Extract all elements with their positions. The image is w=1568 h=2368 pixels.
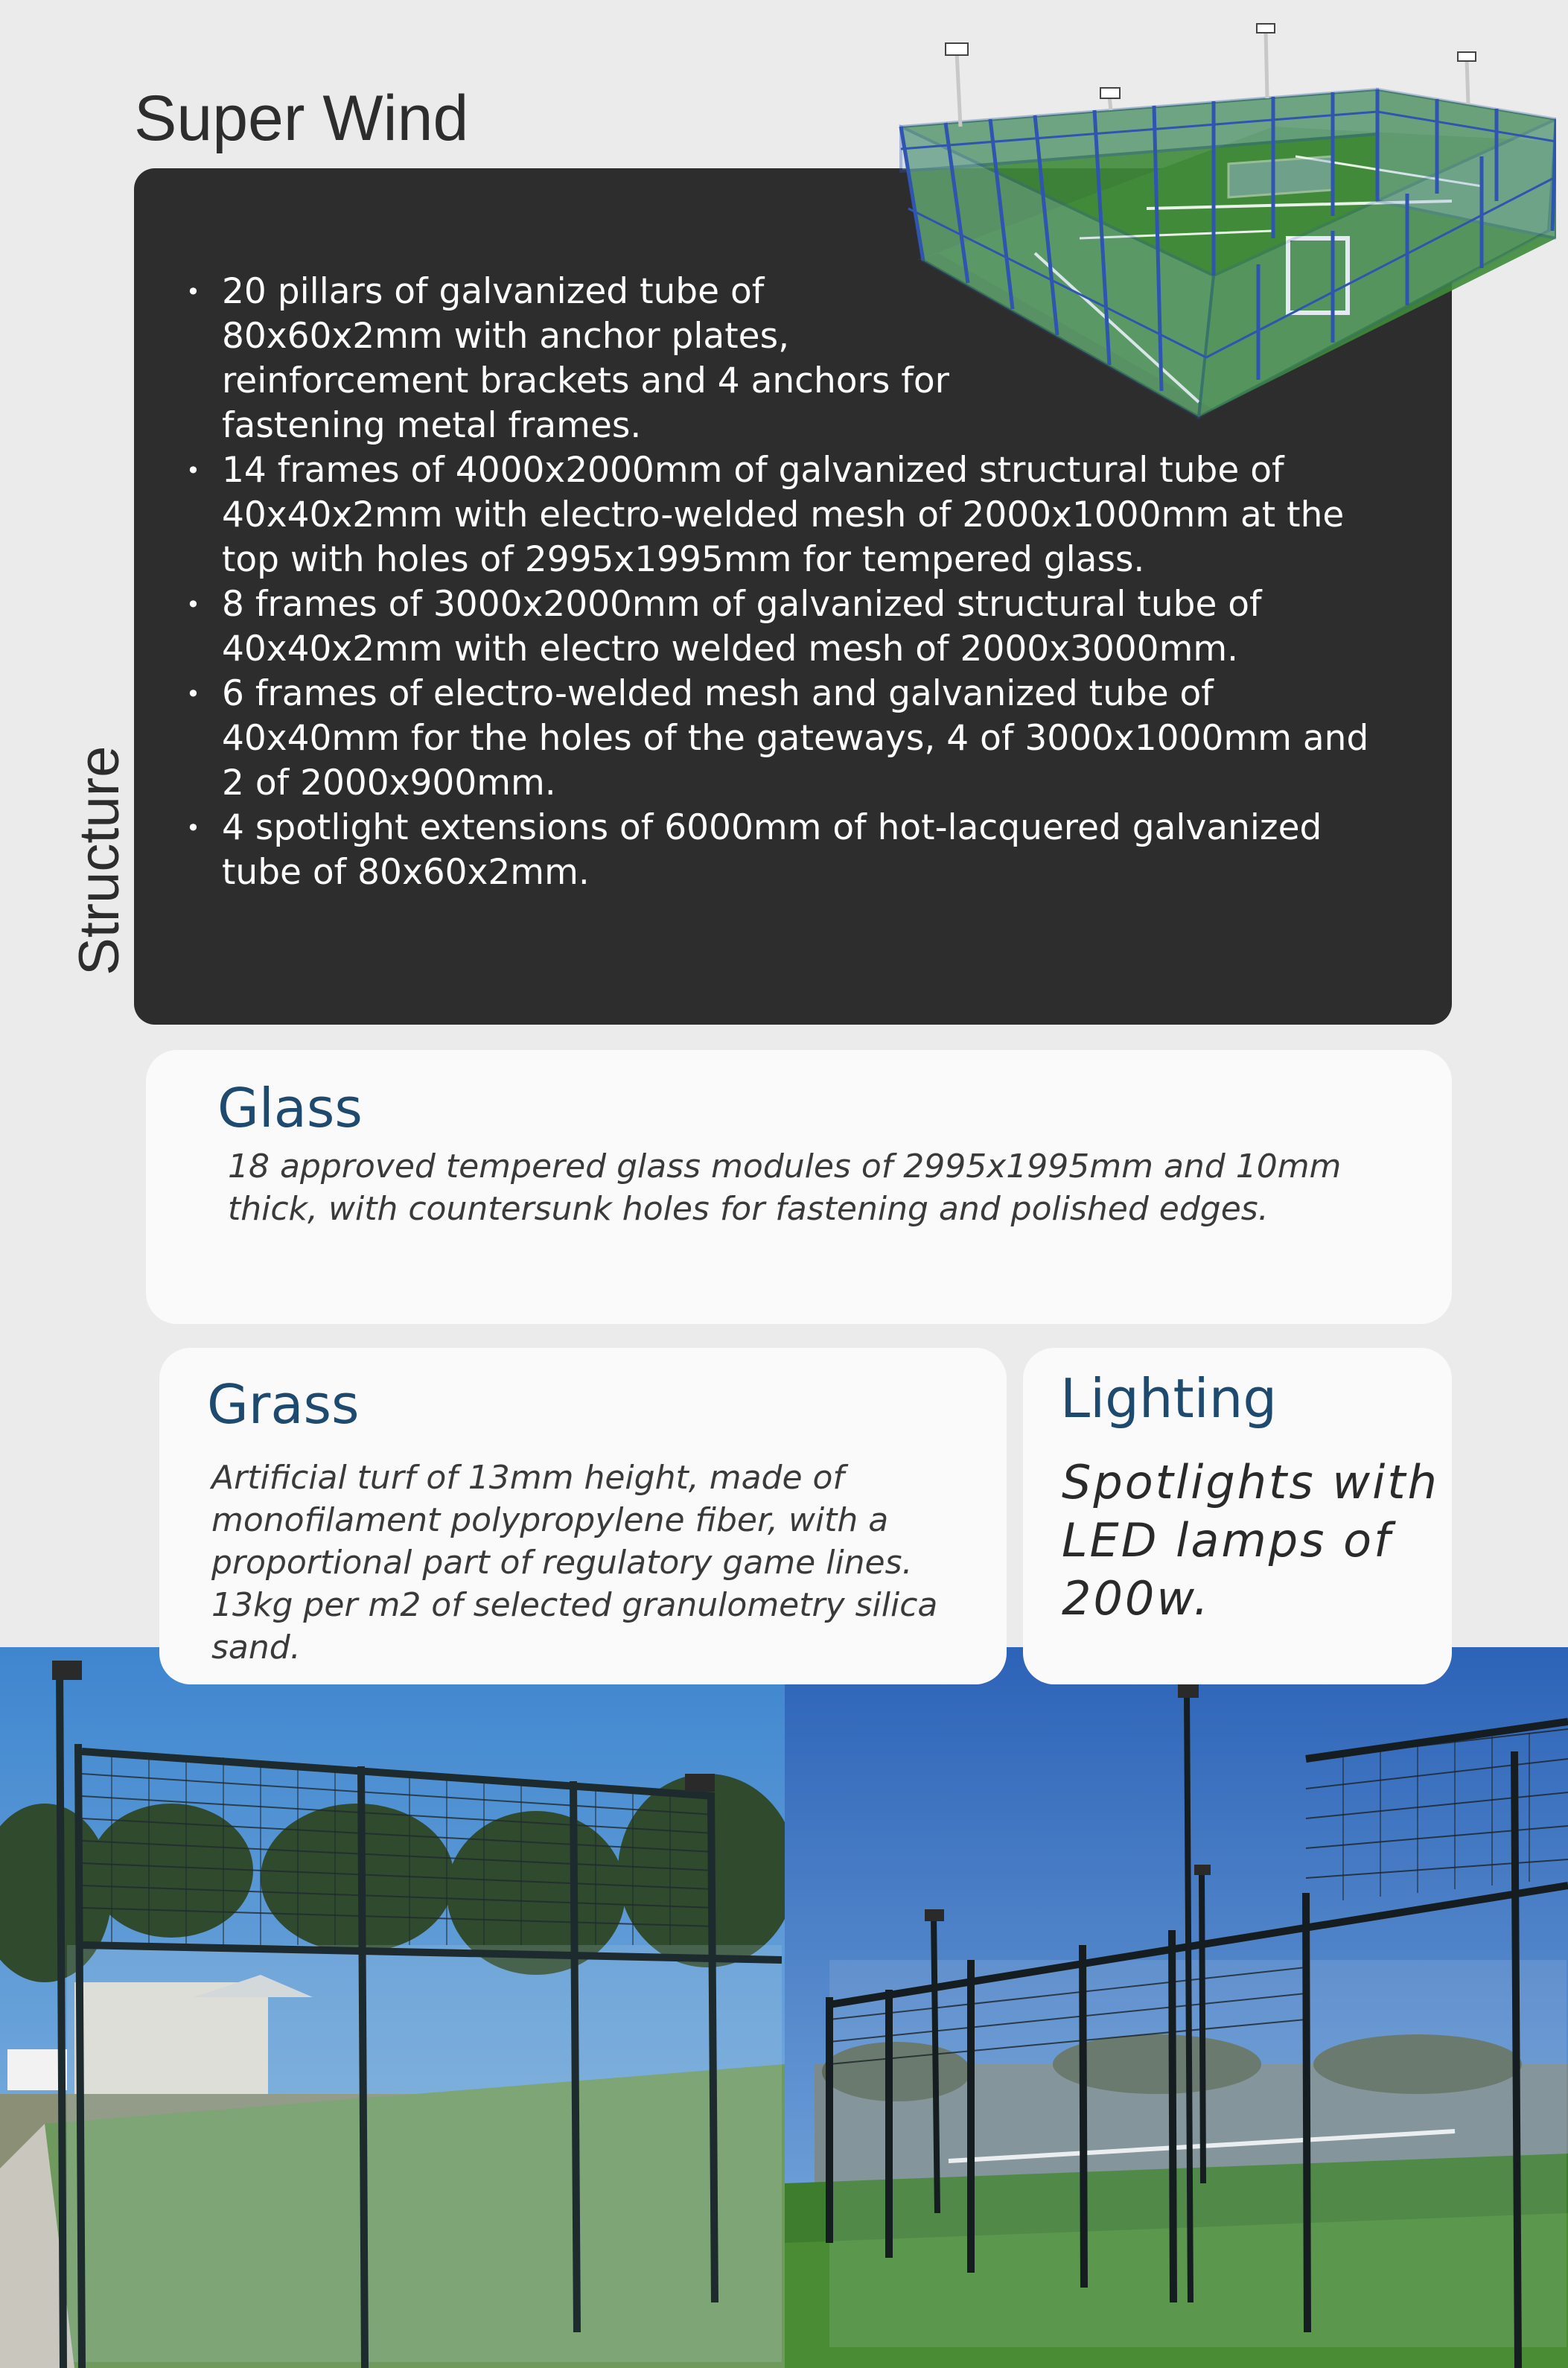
structure-item-gateway-frames: • 6 frames of electro-welded mesh and galvanized tube of 40x40mm for the holes of the gateways, 4 of 3000x1000mm and 2 of 2000x900mm. — [186, 672, 1377, 806]
photo-court-daytime — [0, 1647, 785, 2368]
lighting-description: Spotlights with LED lamps of 200w. — [1062, 1455, 1439, 1626]
structure-section-label: Structure — [68, 745, 131, 975]
lighting-card — [1023, 1348, 1452, 1684]
page-title: Super Wind — [134, 83, 469, 154]
structure-item-pillars: • 20 pillars of galvanized tube of 80x60x2mm with anchor plates, reinforcement brackets and 4 anchors for fastening metal frames. — [186, 270, 952, 448]
photo-court-evening — [785, 1647, 1568, 2368]
glass-title: Glass — [217, 1077, 363, 1139]
glass-description: 18 approved tempered glass modules of 2995x1995mm and 10mm thick, with countersunk holes for fastening and polished edges. — [228, 1148, 1342, 1228]
structure-item-frames-3000: • 8 frames of 3000x2000mm of galvanized structural tube of 40x40x2mm with electro welded mesh of 2000x3000mm. — [186, 582, 1377, 672]
structure-item-spotlight-extensions: • 4 spotlight extensions of 6000mm of hot-lacquered galvanized tube of 80x60x2mm. — [186, 806, 1377, 895]
glass-card — [146, 1050, 1452, 1324]
grass-description: Artificial turf of 13mm height, made of monofilament polypropylene fiber, with a proportional part of regulatory game lines. 13kg per m2 of selected granulometry silica sand. — [211, 1459, 938, 1667]
grass-title: Grass — [207, 1373, 360, 1436]
grass-card — [159, 1348, 1007, 1684]
structure-item-frames-4000: • 14 frames of 4000x2000mm of galvanized structural tube of 40x40x2mm with electro-welded mesh of 2000x1000mm at the top with holes of 2995x1995mm for tempered glass. — [186, 448, 1377, 582]
lighting-title: Lighting — [1060, 1367, 1278, 1430]
padel-court-illustration — [812, 15, 1556, 432]
